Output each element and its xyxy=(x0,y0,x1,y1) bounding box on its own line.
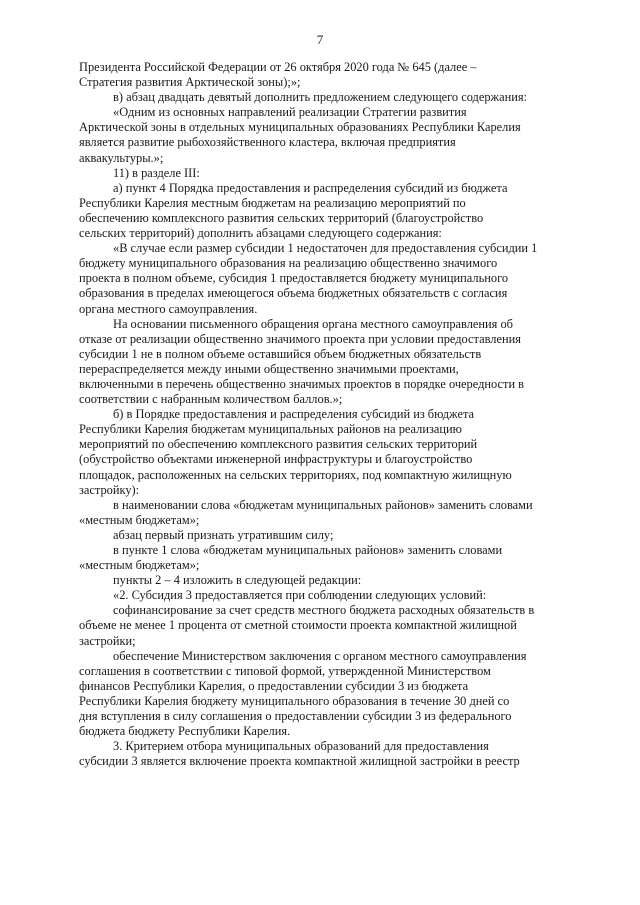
paragraph: Президента Российской Федерации от 26 октября 2020 года № 645 (далее – Стратегия развития Арктической зоны);»; xyxy=(79,60,477,90)
paragraph: абзац первый признать утратившим силу; xyxy=(113,527,334,542)
paragraph: в) абзац двадцать девятый дополнить предложением следующего содержания: xyxy=(113,90,528,105)
page-number: 7 xyxy=(316,32,324,47)
paragraph: «2. Субсидия 3 предоставляется при соблюдении следующих условий: xyxy=(113,588,487,603)
paragraph: б) в Порядке предоставления и распределения субсидий из бюджета Республики Карелия бюджетам муниципальных районов на реализацию мероприятий по обеспечению комплексного развития сельских территорий (обустройство объектами инженерной инфраструктуры и благоустройство площадок, расположенных на сельских территориях, под компактную жилищную застройку): xyxy=(79,407,512,497)
paragraph: 11) в разделе III: xyxy=(113,165,200,180)
paragraph: в наименовании слова «бюджетам муниципальных районов» заменить словами «местным бюджетам»; xyxy=(79,497,533,527)
paragraph: обеспечение Министерством заключения с органом местного самоуправления соглашения в соответствии с типовой формой, утвержденной Министерством финансов Республики Карелия, о предоставлении субсидии 3 из бюджета Республики Карелия бюджету муниципального образования в течение 30 дней со дня вступления в силу соглашения о предоставлении субсидии 3 из федерального бюджета бюджету Республики Карелия. xyxy=(79,648,527,739)
document-body xyxy=(79,60,595,769)
paragraph: пункты 2 – 4 изложить в следующей редакции: xyxy=(113,573,362,588)
paragraph: На основании письменного обращения органа местного самоуправления об отказе от реализации общественно значимого проекта при условии предоставления субсидии 1 не в полном объеме оставшийся объем бюджетных обязательств перераспределяется между иными общественно значимыми проектами, включенными в перечень общественно значимых проектов в порядке очередности в соответствии с набранным количеством баллов.»; xyxy=(79,316,525,407)
paragraph: софинансирование за счет средств местного бюджета расходных обязательств в объеме не менее 1 процента от сметной стоимости проекта компактной жилищной застройки; xyxy=(79,603,535,648)
paragraph: «Одним из основных направлений реализации Стратегии развития Арктической зоны в отдельных муниципальных образованиях Республики Карелия является развитие рыбохозяйственного кластера, включая предприятия аквакультуры.»; xyxy=(79,105,521,165)
paragraph: а) пункт 4 Порядка предоставления и распределения субсидий из бюджета Республики Карелия местным бюджетам на реализацию мероприятий по обеспечению комплексного развития сельских территорий (благоустройство сельских территорий) дополнить абзацами следующего содержания: xyxy=(79,180,508,241)
paragraph: в пункте 1 слова «бюджетам муниципальных районов» заменить словами «местным бюджетам»; xyxy=(79,543,503,573)
paragraph: «В случае если размер субсидии 1 недостаточен для предоставления субсидии 1 бюджету муниципального образования на реализацию общественно значимого проекта в полном объеме, субсидия 1 предоставляется бюджету муниципального образования в пределах имеющегося объема бюджетных обязательств с согласия органа местного самоуправления. xyxy=(79,241,538,316)
paragraph: 3. Критерием отбора муниципальных образований для предоставления субсидии 3 является включение проекта компактной жилищной застройки в реестр xyxy=(79,739,520,769)
